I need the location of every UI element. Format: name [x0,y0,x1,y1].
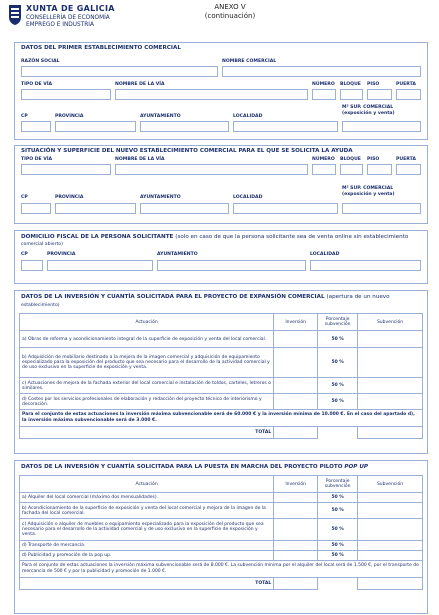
label-razon-social: RAZÓN SOCIAL [21,59,60,64]
label-exposicion-venta: (exposición y venta) [342,192,395,197]
popup-investment-table [19,475,423,590]
section-title-bold: DOMICILIO FISCAL DE LA PERSONA SOLICITANTE [21,234,174,240]
cp-field[interactable] [21,260,43,271]
col-subvencion: Subvención [358,476,423,493]
note-row [20,561,423,578]
inversion-cell[interactable] [274,331,318,348]
sup-comercial-field[interactable] [342,203,421,214]
section-title-note-line2: comercial abierto) [21,242,63,247]
bloque-field[interactable] [340,89,363,100]
table-row [20,493,423,503]
col-inversion: Inversión [274,314,318,331]
annex-title: ANEXO V [214,3,246,11]
label-tipo-via: TIPO DE VÍA [21,82,53,87]
label-ayuntamiento: AYUNTAMIENTO [157,252,198,257]
ayuntamiento-field[interactable] [157,260,306,271]
row-actuacion: d) Costes por los servicios profesionales de elaboración y redacción del proyecto técnico de interiorismo y decoración. [20,394,274,410]
label-provincia: PROVINCIA [55,114,84,119]
tipo-via-field[interactable] [21,89,111,100]
puerta-field[interactable] [396,89,421,100]
section-title-note: (apertura de un nuevo [326,294,390,300]
row-actuacion: d) Transporte de mercancía. [20,541,274,551]
porcentaje-cell: 50 % [318,348,358,378]
label-numero: NÚMERO [312,157,335,162]
total-inversion-cell[interactable] [274,427,318,439]
bloque-field[interactable] [340,164,363,175]
provincia-field[interactable] [55,121,136,132]
table-row [20,378,423,394]
numero-field[interactable] [312,89,336,100]
nombre-via-field[interactable] [115,89,308,100]
total-subvencion-cell[interactable] [358,578,423,590]
numero-field[interactable] [312,164,336,175]
cp-field[interactable] [21,121,51,132]
subvencion-cell[interactable] [358,551,423,561]
piso-field[interactable] [367,89,392,100]
label-sup-comercial: M² SUP. COMERCIAL [342,186,394,191]
label-piso: PISO [367,157,380,162]
localidad-field[interactable] [310,260,421,271]
row-actuacion: a) Alquiler del local comercial (máximo dos mensualidades). [20,493,274,503]
porcentaje-cell: 50 % [318,331,358,348]
total-subvencion-cell[interactable] [358,427,423,439]
localidad-field[interactable] [233,203,338,214]
table-row [20,503,423,519]
label-piso: PISO [367,82,380,87]
row-actuacion: d) Publicidad y promoción de la pop up. [20,551,274,561]
xunta-shield-logo [8,4,22,26]
org-name: XUNTA DE GALICIA [26,4,115,13]
subvencion-cell[interactable] [358,541,423,551]
total-label: TOTAL [20,578,274,590]
nombre-via-field[interactable] [115,164,308,175]
blank-cell [318,578,358,590]
row-actuacion: b) Acondicionamiento de la superficie de exposición y venta del local comercial y mejora de la imagen de la fachada del local comercial. [20,503,274,519]
subvencion-cell[interactable] [358,493,423,503]
section-title-bold: DATOS DE LA INVERSIÓN Y CUANTÍA SOLICITADA PARA EL PROYECTO DE EXPANSIÓN COMERCIAL [21,294,325,300]
note-row [20,410,423,427]
fiscal-domicile-section [14,230,428,284]
section-title [21,294,390,300]
col-actuacion: Actuación [20,314,274,331]
table-row [20,394,423,410]
total-label: TOTAL [20,427,274,439]
row-actuacion: a) Obras de reforma y acondicionamiento integral de la superficie de exposición y venta del local comercial. [20,331,274,348]
section-title-note: (solo en caso de que la persona solicitante sea de venta online sin establecimiento [175,234,409,240]
section-title-note-line2: establecimiento) [21,303,60,308]
section-title [21,464,368,470]
provincia-field[interactable] [55,203,136,214]
table-header-row [20,476,423,493]
blank-cell [318,427,358,439]
department-line1: CONSELLERÍA DE ECONOMÍA [26,15,110,21]
provincia-field[interactable] [47,260,153,271]
label-bloque: BLOQUE [340,157,361,162]
label-bloque: BLOQUE [340,82,361,87]
label-cp: CP [21,114,28,119]
table-row [20,551,423,561]
label-ayuntamiento: AYUNTAMIENTO [140,195,181,200]
popup-investment-section [14,460,428,614]
subvencion-cell[interactable] [358,378,423,394]
total-row [20,578,423,590]
col-porcentaje: Porcentaje subvención [318,476,358,493]
section-title-italic: POP UP [344,464,368,470]
label-cp: CP [21,195,28,200]
label-exposicion-venta: (exposición y venta) [342,111,395,116]
label-nombre-via: NOMBRE DE LA VÍA [115,82,165,87]
col-actuacion: Actuación [20,476,274,493]
first-establishment-section [14,42,428,140]
subvencion-cell[interactable] [358,503,423,519]
section-title: DATOS DEL PRIMER ESTABLECIMIENTO COMERCIAL [21,45,181,51]
label-puerta: PUERTA [396,82,416,87]
section-title-bold: DATOS DE LA INVERSIÓN Y CUANTÍA SOLICITADA PARA LA PUESTA EN MARCHA DEL PROYECTO PILOTO [21,464,343,470]
label-provincia: PROVINCIA [55,195,84,200]
porcentaje-cell: 50 % [318,394,358,410]
total-row [20,427,423,439]
subvencion-cell[interactable] [358,394,423,410]
label-sup-comercial: M² SUP. COMERCIAL [342,105,394,110]
inversion-cell[interactable] [274,541,318,551]
expansion-investment-section [14,290,428,454]
inversion-cell[interactable] [274,503,318,519]
porcentaje-cell: 50 % [318,551,358,561]
subvencion-cell[interactable] [358,519,423,541]
porcentaje-cell: 50 % [318,519,358,541]
label-cp: CP [21,252,28,257]
label-nombre-via: NOMBRE DE LA VÍA [115,157,165,162]
label-puerta: PUERTA [396,157,416,162]
label-tipo-via: TIPO DE VÍA [21,157,53,162]
inversion-cell[interactable] [274,378,318,394]
section-title [21,234,408,240]
label-localidad: LOCALIDAD [233,114,263,119]
subvencion-cell[interactable] [358,348,423,378]
col-inversion: Inversión [274,476,318,493]
total-inversion-cell[interactable] [274,578,318,590]
puerta-field[interactable] [396,164,421,175]
label-numero: NÚMERO [312,82,335,87]
table-row [20,331,423,348]
table-header-row [20,314,423,331]
row-actuacion: c) Actuaciones de mejora de la fachada exterior del local comercial e instalación de toldos, carteles, letreros o similares. [20,378,274,394]
table-row [20,348,423,378]
section-title: SITUACIÓN Y SUPERFICIE DEL NUEVO ESTABLECIMIENTO COMERCIAL PARA EL QUE SE SOLICITA LA AYUDA [21,148,353,154]
subvencion-cell[interactable] [358,331,423,348]
label-nombre-comercial: NOMBRE COMERCIAL [222,59,277,64]
investment-note: Para el conjunto de estas actuaciones la inversión máxima subvencionable será de 8.000 €. La subvención mínima por el alquiler del local será de 1.500 €, por el transporte de mercancía de 500 € y por la publicidad y promoción de 1.000 €. [20,561,423,578]
porcentaje-cell: 50 % [318,378,358,394]
nombre-comercial-field[interactable] [222,66,421,77]
new-establishment-section [14,145,428,224]
investment-note: Para el conjunto de estas actuaciones la inversión máxima subvencionable será de 60.000 € y la inversión mínima de 10.000 €. En el caso del apartado d), la inversión máxima subvencionable será de 3.000 €. [20,410,423,427]
expansion-investment-table [19,313,423,439]
annex-continuation: (continuación) [204,12,256,20]
ayuntamiento-field[interactable] [140,203,229,214]
tipo-via-field[interactable] [21,164,111,175]
porcentaje-cell: 50 % [318,493,358,503]
row-actuacion: c) Adquisición o alquiler de muebles o equipamiento especializado para la exposición del producto que sea necesario para el desarrollo de la actividad comercial y de uso exclusivo en la superficie de exposición y venta. [20,519,274,541]
porcentaje-cell: 50 % [318,541,358,551]
inversion-cell[interactable] [274,551,318,561]
sup-comercial-field[interactable] [342,121,421,132]
ayuntamiento-field[interactable] [140,121,229,132]
annex-heading [160,3,300,21]
department-line2: EMPREGO E INDUSTRIA [26,22,94,28]
piso-field[interactable] [367,164,392,175]
table-row [20,519,423,541]
label-provincia: PROVINCIA [47,252,76,257]
localidad-field[interactable] [233,121,338,132]
row-actuacion: b) Adquisición de mobiliario destinado a la mejora de la imagen comercial y adquisición de equipamiento especializado para la exposición del producto que sea necesario para el desarrollo de la actividad comercial y de uso exclusivo en la superficie de exposición y venta. [20,348,274,378]
table-row [20,541,423,551]
inversion-cell[interactable] [274,493,318,503]
inversion-cell[interactable] [274,348,318,378]
col-porcentaje: Porcentaje subvención [318,314,358,331]
label-localidad: LOCALIDAD [233,195,263,200]
inversion-cell[interactable] [274,394,318,410]
col-subvencion: Subvención [358,314,423,331]
cp-field[interactable] [21,203,51,214]
label-ayuntamiento: AYUNTAMIENTO [140,114,181,119]
razon-social-field[interactable] [21,66,218,77]
porcentaje-cell: 50 % [318,503,358,519]
label-localidad: LOCALIDAD [310,252,340,257]
inversion-cell[interactable] [274,519,318,541]
